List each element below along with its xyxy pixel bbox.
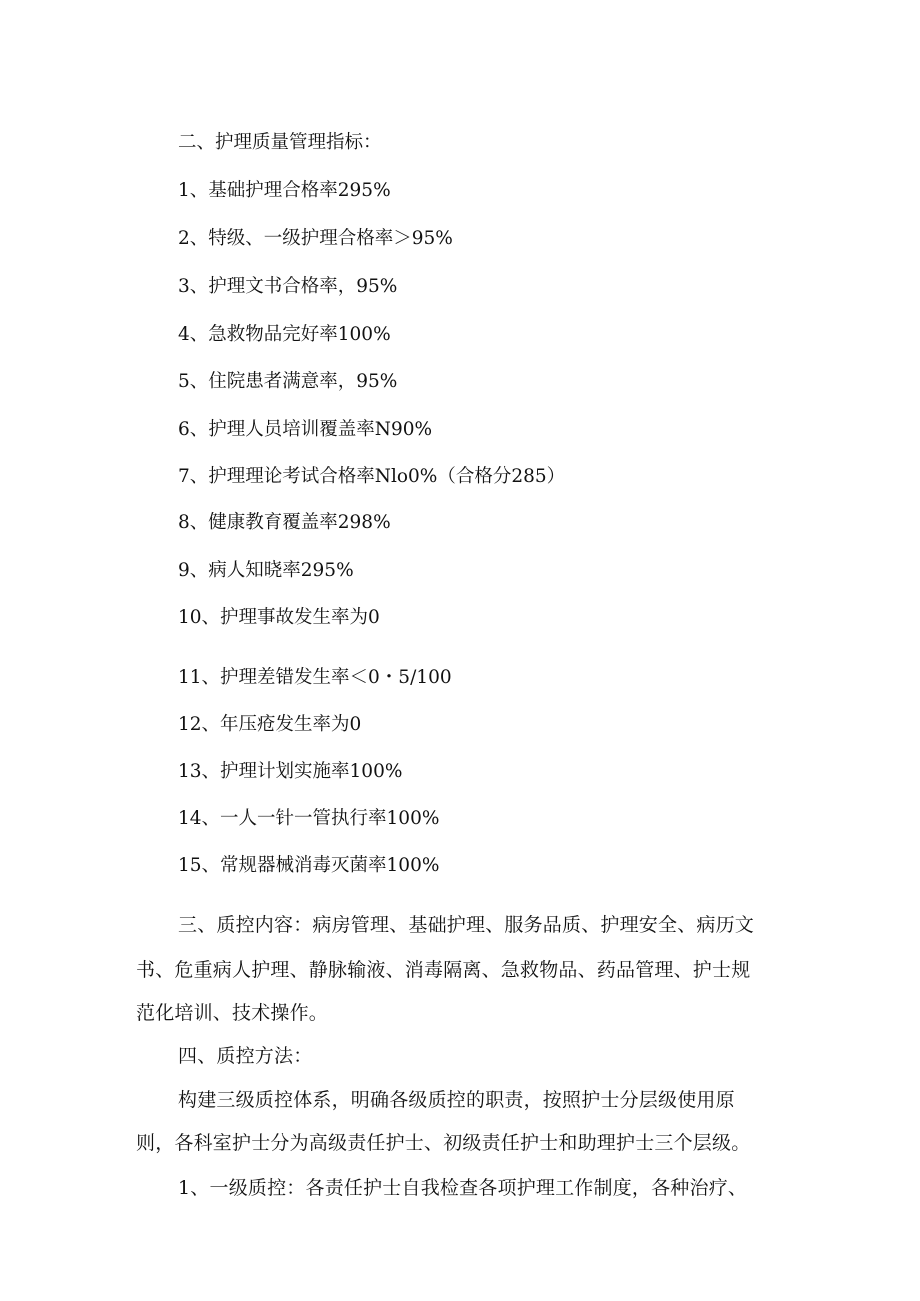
- list-item: 10、护理事故发生率为0: [178, 607, 380, 628]
- list-item: 15、常规器械消毒灭菌率100%: [178, 855, 440, 876]
- list-item: 8、健康教育覆盖率298%: [178, 512, 391, 533]
- list-item: 5、住院患者满意率，95%: [178, 371, 398, 392]
- list-item: 4、急救物品完好率100%: [178, 324, 391, 345]
- section-2-heading: 二、护理质量管理指标：: [178, 132, 382, 153]
- section-4-heading: 四、质控方法：: [178, 1045, 313, 1067]
- list-item: 13、护理计划实施率100%: [178, 761, 403, 782]
- section-3-line: 三、质控内容：病房管理、基础护理、服务品质、护理安全、病历文: [178, 914, 755, 936]
- list-item: 11、护理差错发生率＜0・5/100: [178, 667, 452, 688]
- list-item: 2、特级、一级护理合格率＞95%: [178, 228, 453, 249]
- list-item: 12、年压疮发生率为0: [178, 714, 362, 735]
- list-item: 3、护理文书合格率，95%: [178, 276, 398, 297]
- list-item: 6、护理人员培训覆盖率N90%: [178, 419, 433, 440]
- list-item: 14、一人一针一管执行率100%: [178, 808, 440, 829]
- section-4-item-1: 1、一级质控：各责任护士自我检查各项护理工作制度，各种治疗、: [178, 1177, 748, 1199]
- section-4-intro-line: 则，各科室护士分为高级责任护士、初级责任护士和助理护士三个层级。: [136, 1132, 751, 1154]
- section-3-line: 书、危重病人护理、静脉输液、消毒隔离、急救物品、药品管理、护士规: [136, 959, 751, 981]
- section-4-intro-line: 构建三级质控体系，明确各级质控的职责，按照护士分层级使用原: [178, 1089, 735, 1111]
- section-3-line: 范化培训、技术操作。: [136, 1002, 329, 1024]
- list-item: 7、护理理论考试合格率Nlo0%（合格分285）: [178, 466, 566, 487]
- list-item: 9、病人知晓率295%: [178, 560, 354, 581]
- list-item: 1、基础护理合格率295%: [178, 180, 391, 201]
